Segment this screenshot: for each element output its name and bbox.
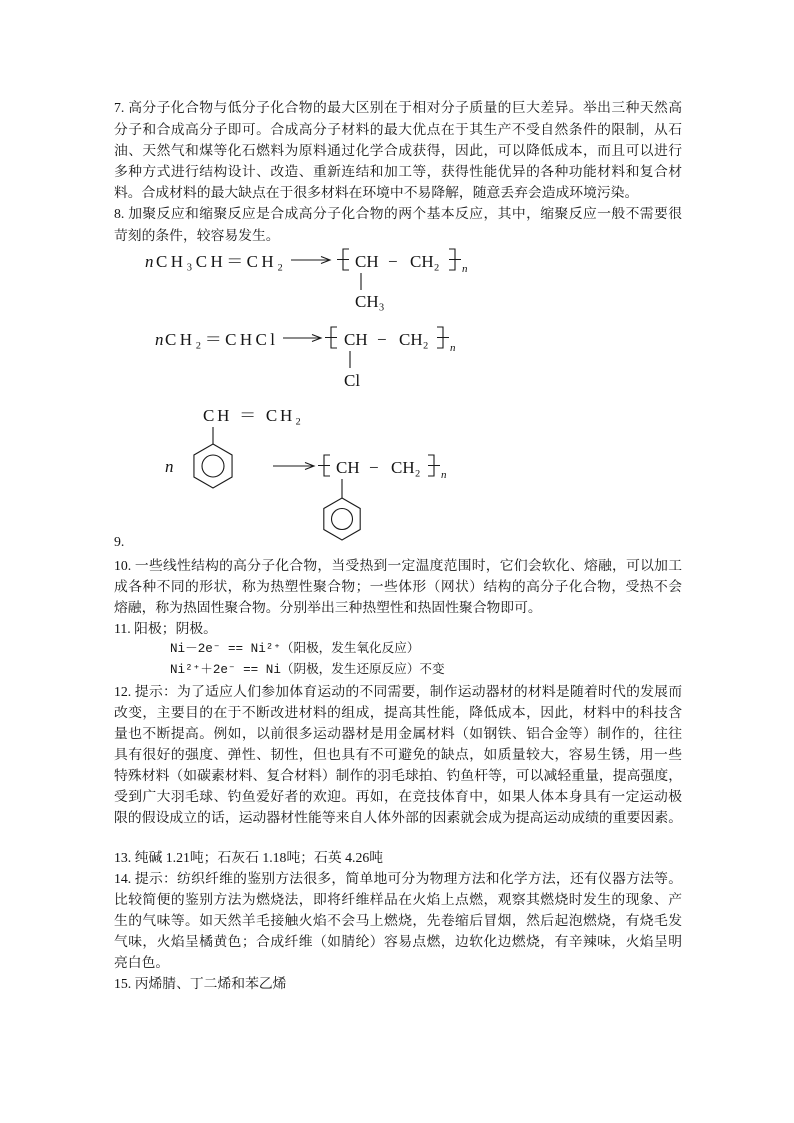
answer-14-line: 14. 提示：纺织纤维的鉴别方法很多，简单地可分为物理方法和化学方法，还有仪器方法等。 (114, 870, 682, 886)
answer-10-line: 熔融，称为热固性聚合物。分别举出三种热塑性和热固性聚合物即可。 (114, 599, 542, 615)
answer-8-line: 8. 加聚反应和缩聚反应是合成高分子化合物的两个基本反应，其中，缩聚反应一般不需要很 (114, 206, 682, 222)
reaction-arrow (291, 257, 330, 264)
benzene-ring (194, 444, 232, 488)
reactant-vinyl-group: CH ＝ CH₂ (203, 406, 301, 425)
equation-propylene-polymerization (145, 249, 468, 311)
reaction-arrow (273, 463, 314, 470)
repeat-unit-ch: CH (336, 458, 360, 477)
equation-styrene-polymerization (165, 406, 447, 540)
answer-7-line: 7. 高分子化合物与低分子化合物的最大区别在于相对分子质量的巨大差异。举出三种天然高 (114, 100, 682, 116)
electrode-equation-anode: Ni－2e⁻ == Ni²⁺（阳极，发生氧化反应） (170, 641, 420, 656)
answer-12-line: 特殊材料（如碳素材料、复合材料）制作的羽毛球拍、钓鱼杆等，可以减轻重量，提高强度， (114, 767, 682, 783)
repeat-unit-ch: CH (344, 330, 368, 349)
benzene-ring (324, 498, 360, 540)
answer-10-line: 成各种不同的形状，称为热塑性聚合物；一些体形（网状）结构的高分子化合物，受热不会 (114, 578, 682, 594)
polymer-bracket-left (325, 327, 337, 348)
answer-7-line: 料。合成材料的最大缺点在于很多材料在环境中不易降解，随意丢弃会造成环境污染。 (114, 185, 639, 201)
repeat-unit-bond: − (388, 252, 398, 271)
answer-7-line: 油、天然气和煤等化石燃料为原料通过化学合成获得，因此，可以降低成本，而且可以进行 (114, 142, 682, 158)
repeat-count-n: n (462, 263, 468, 275)
answers-7-8 (114, 97, 682, 245)
answer-12-line: 12. 提示：为了适应人们参加体育运动的不同需要，制作运动器材的材料是随着时代的发展而 (114, 683, 682, 699)
polymerization-equations (0, 240, 794, 545)
reactant-formula: CH₂＝CHCl (165, 330, 275, 349)
polymer-bracket-right (428, 455, 440, 476)
answer-12-line: 量也不断提高。例如，以前很多运动器材是用金属材料（如钢铁、铝合金等）制作的，往往 (114, 725, 682, 741)
electrode-equation-cathode: Ni²⁺＋2e⁻ == Ni（阴极，发生还原反应）不变 (170, 662, 445, 677)
reactant-formula: CH₃CH＝CH₂ (156, 252, 283, 271)
repeat-unit-bond: − (377, 330, 387, 349)
repeat-count-n: n (441, 469, 447, 481)
answers-10-12 (114, 555, 682, 828)
answer-12-line: 受到广大羽毛球、钓鱼爱好者的欢迎。再如，在竞技体育中，如果人体本身具有一定运动极 (114, 788, 682, 804)
coefficient-n: n (165, 457, 174, 476)
answer-12-line: 限的假设成立的话，运动器材性能等来自人体外部的因素就会成为提高运动成绩的重要因素。 (114, 809, 682, 825)
answer-10-line: 10. 一些线性结构的高分子化合物，当受热到一定温度范围时，它们会软化、熔融，可以加工 (114, 557, 682, 573)
answer-12-line: 改变，主要目的在于不断改进材料的组成，提高其性能，降低成本，因此，材料中的科技含 (114, 704, 682, 720)
answer-8-line: 苛刻的条件，较容易发生。 (114, 227, 280, 243)
answer-7-line: 多种方式进行结构设计、改造、重新连结和加工等，获得性能优异的各种功能材料和复合材 (114, 163, 682, 179)
polymer-bracket-right (449, 249, 461, 270)
answer-14-line: 气味，火焰呈橘黄色；合成纤维（如腈纶）容易点燃，边软化边燃烧，有辛辣味，火焰呈明 (114, 933, 682, 949)
polymer-bracket-left (318, 455, 330, 476)
substituent-methyl: CH₃ (355, 292, 385, 311)
repeat-unit-bond: − (369, 458, 379, 477)
repeat-count-n: n (450, 342, 456, 354)
answer-14-line: 亮白色。 (114, 954, 170, 970)
answer-7-line: 分子和合成高分子即可。合成高分子材料的最大优点在于其生产不受自然条件的限制，从石 (114, 121, 682, 137)
answer-13-line: 13. 纯碱 1.21吨；石灰石 1.18吨；石英 4.26吨 (114, 849, 384, 865)
repeat-unit-ch2: CH₂ (410, 252, 440, 271)
answer-11-line: 11. 阳极；阴极。 (114, 620, 217, 636)
answer-12-line: 具有很好的强度、弹性、韧性，但也具有不可避免的缺点，如质量较大，容易生锈，用一些 (114, 746, 682, 762)
polymer-bracket-right (437, 327, 449, 348)
answer-14-line: 生的气味等。如天然羊毛接触火焰不会马上燃烧，先卷缩后冒烟，然后起泡燃烧，有烧毛发 (114, 912, 682, 928)
answers-13-15 (114, 847, 682, 994)
repeat-unit-ch2: CH₂ (391, 458, 421, 477)
answer-9 (114, 531, 124, 552)
substituent-chlorine: Cl (344, 371, 361, 390)
answer-9-label: 9. (114, 533, 125, 549)
coefficient-n: n (155, 330, 164, 349)
equation-vinyl-chloride-polymerization (155, 327, 456, 390)
polymer-bracket-left (337, 249, 349, 270)
reaction-arrow (283, 335, 321, 342)
answer-15-line: 15. 丙烯腈、丁二烯和苯乙烯 (114, 975, 287, 991)
answer-14-line: 比较简便的鉴别方法为燃烧法，即将纤维样品在火焰上点燃，观察其燃烧时发生的现象、产 (114, 891, 682, 907)
repeat-unit-ch2: CH₂ (399, 330, 429, 349)
repeat-unit-ch: CH (355, 252, 379, 271)
coefficient-n: n (145, 252, 154, 271)
